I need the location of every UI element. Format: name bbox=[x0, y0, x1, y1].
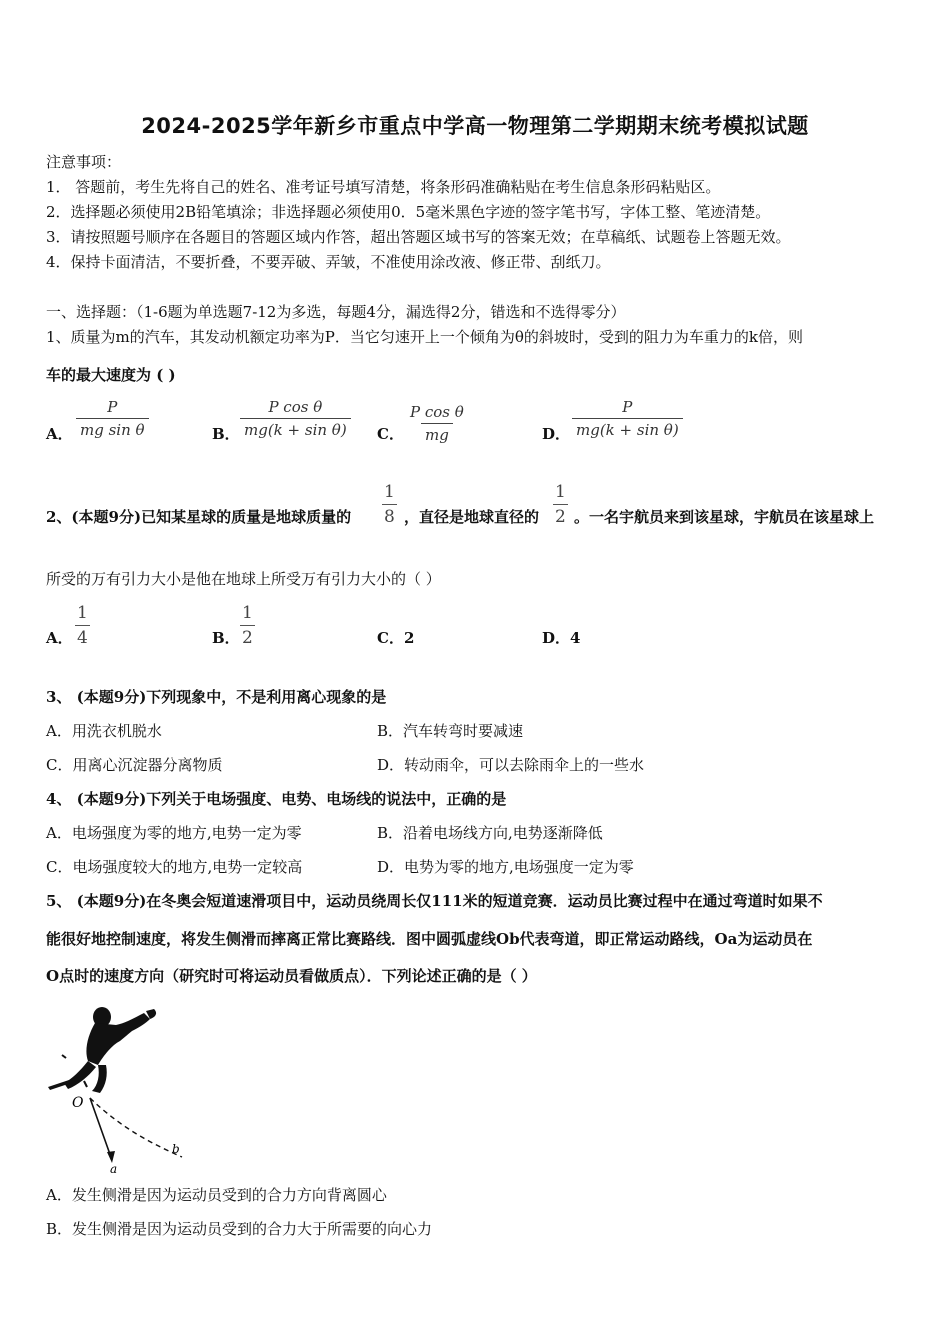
page-title: 2024-2025学年新乡市重点中学高一物理第二学期期末统考模拟试题 bbox=[141, 114, 809, 138]
numerator: P cos θ bbox=[410, 403, 464, 421]
q1-option-a-label: A． bbox=[46, 425, 73, 443]
denominator: mg(k + sin θ) bbox=[572, 418, 683, 439]
denominator: mg(k + sin θ) bbox=[240, 418, 351, 439]
q1-option-c-formula bbox=[406, 403, 468, 444]
q2-fraction-mass bbox=[382, 482, 397, 527]
numerator: P bbox=[107, 398, 118, 416]
point-a-label: a bbox=[110, 1162, 118, 1175]
notice-item: 1． 答题前，考生先将自己的姓名、准考证号填写清楚，将条形码准确粘贴在考生信息条形码粘贴区。 bbox=[46, 178, 721, 196]
question-3-stem: 3、 (本题9分)下列现象中，不是利用离心现象的是 bbox=[46, 688, 387, 706]
q1-option-b-label: B． bbox=[212, 425, 240, 443]
q2-option-b-label: B． bbox=[212, 629, 240, 647]
question-2-stem-part3: 。一名宇航员来到该星球，宇航员在该星球上 bbox=[574, 508, 875, 526]
q1-option-c-label: C． bbox=[377, 425, 404, 443]
skater-silhouette bbox=[48, 1007, 156, 1093]
notice-item: 4．保持卡面清洁，不要折叠，不要弄破、弄皱，不准使用涂改液、修正带、刮纸刀。 bbox=[46, 253, 611, 271]
q4-option-b: B．沿着电场线方向,电势逐渐降低 bbox=[377, 824, 603, 842]
question-4-stem: 4、 (本题9分)下列关于电场强度、电势、电场线的说法中，正确的是 bbox=[46, 790, 507, 808]
point-o-label: O bbox=[72, 1095, 84, 1111]
q4-option-a: A．电场强度为零的地方,电势一定为零 bbox=[46, 824, 302, 842]
notice-heading: 注意事项： bbox=[46, 153, 122, 171]
q2-option-a-formula bbox=[75, 603, 90, 648]
q2-option-b-formula bbox=[240, 603, 255, 648]
numerator: 1 bbox=[384, 482, 395, 502]
q1-option-d-label: D． bbox=[542, 425, 571, 443]
q4-option-d: D．电势为零的地方,电场强度一定为零 bbox=[377, 858, 634, 876]
numerator: P bbox=[622, 398, 633, 416]
denominator: 2 bbox=[553, 504, 568, 527]
denominator: mg sin θ bbox=[76, 418, 149, 439]
denominator: mg bbox=[421, 423, 453, 444]
question-1-stem: 1、质量为m的汽车，其发动机额定功率为P．当它匀速开上一个倾角为θ的斜坡时，受到的阻力为车重力的k倍，则 bbox=[46, 328, 803, 346]
q3-option-c: C．用离心沉淀器分离物质 bbox=[46, 756, 223, 774]
question-5-stem-cont2: O点时的速度方向（研究时可将运动员看做质点）．下列论述正确的是（ ） bbox=[46, 967, 537, 985]
q2-option-a-label: A． bbox=[46, 629, 73, 647]
question-2-stem-part1: 2、(本题9分)已知某星球的质量是地球质量的 bbox=[46, 508, 352, 526]
question-5-stem-cont: 能很好地控制速度，将发生侧滑而摔离正常比赛路线．图中圆弧虚线Ob代表弯道，即正常运动路线，Oa为运动员在 bbox=[46, 930, 813, 948]
q3-option-a: A．用洗衣机脱水 bbox=[46, 722, 162, 740]
q5-option-a: A．发生侧滑是因为运动员受到的合力方向背离圆心 bbox=[46, 1186, 387, 1204]
q2-option-c: C．2 bbox=[377, 629, 415, 647]
numerator: 1 bbox=[242, 603, 253, 623]
numerator: 1 bbox=[555, 482, 566, 502]
q5-option-b: B．发生侧滑是因为运动员受到的合力大于所需要的向心力 bbox=[46, 1220, 433, 1238]
section-heading: 一、选择题：（1-6题为单选题7-12为多选，每题4分，漏选得2分，错选和不选得零分） bbox=[46, 303, 626, 321]
question-2-stem-cont: 所受的万有引力大小是他在地球上所受万有引力大小的（ ） bbox=[46, 570, 441, 588]
notice-item: 3．请按照题号顺序在各题目的答题区域内作答，超出答题区域书写的答案无效；在草稿纸、试题卷上答题无效。 bbox=[46, 228, 791, 246]
question-2-stem-part2: ，直径是地球直径的 bbox=[404, 508, 540, 526]
q4-option-c: C．电场强度较大的地方,电势一定较高 bbox=[46, 858, 303, 876]
denominator: 8 bbox=[382, 504, 397, 527]
numerator: 1 bbox=[77, 603, 88, 623]
q3-option-d: D．转动雨伞，可以去除雨伞上的一些水 bbox=[377, 756, 645, 774]
question-1-stem-cont: 车的最大速度为 ( ) bbox=[46, 366, 176, 384]
notice-item: 2．选择题必须使用2B铅笔填涂；非选择题必须使用0．5毫米黑色字迹的签字笔书写，字体工整、笔迹清楚。 bbox=[46, 203, 771, 221]
q2-option-d: D．4 bbox=[542, 629, 581, 647]
denominator: 2 bbox=[240, 625, 255, 648]
denominator: 4 bbox=[75, 625, 90, 648]
q3-option-b: B．汽车转弯时要减速 bbox=[377, 722, 524, 740]
skater-figure bbox=[40, 995, 200, 1175]
question-5-stem: 5、 (本题9分)在冬奥会短道速滑项目中，运动员绕周长仅111米的短道竞赛．运动员比赛过程中在通过弯道时如果不 bbox=[46, 892, 823, 910]
velocity-line-oa bbox=[90, 1098, 112, 1160]
curve-path-ob bbox=[90, 1098, 182, 1157]
spray-mark bbox=[84, 1081, 87, 1087]
q1-option-b-formula bbox=[240, 398, 351, 439]
q2-fraction-diameter bbox=[553, 482, 568, 527]
point-b-label: b bbox=[172, 1142, 180, 1156]
numerator: P cos θ bbox=[268, 398, 323, 416]
spray-mark bbox=[62, 1055, 66, 1058]
q1-option-a-formula bbox=[76, 398, 149, 439]
q1-option-d-formula bbox=[572, 398, 683, 439]
